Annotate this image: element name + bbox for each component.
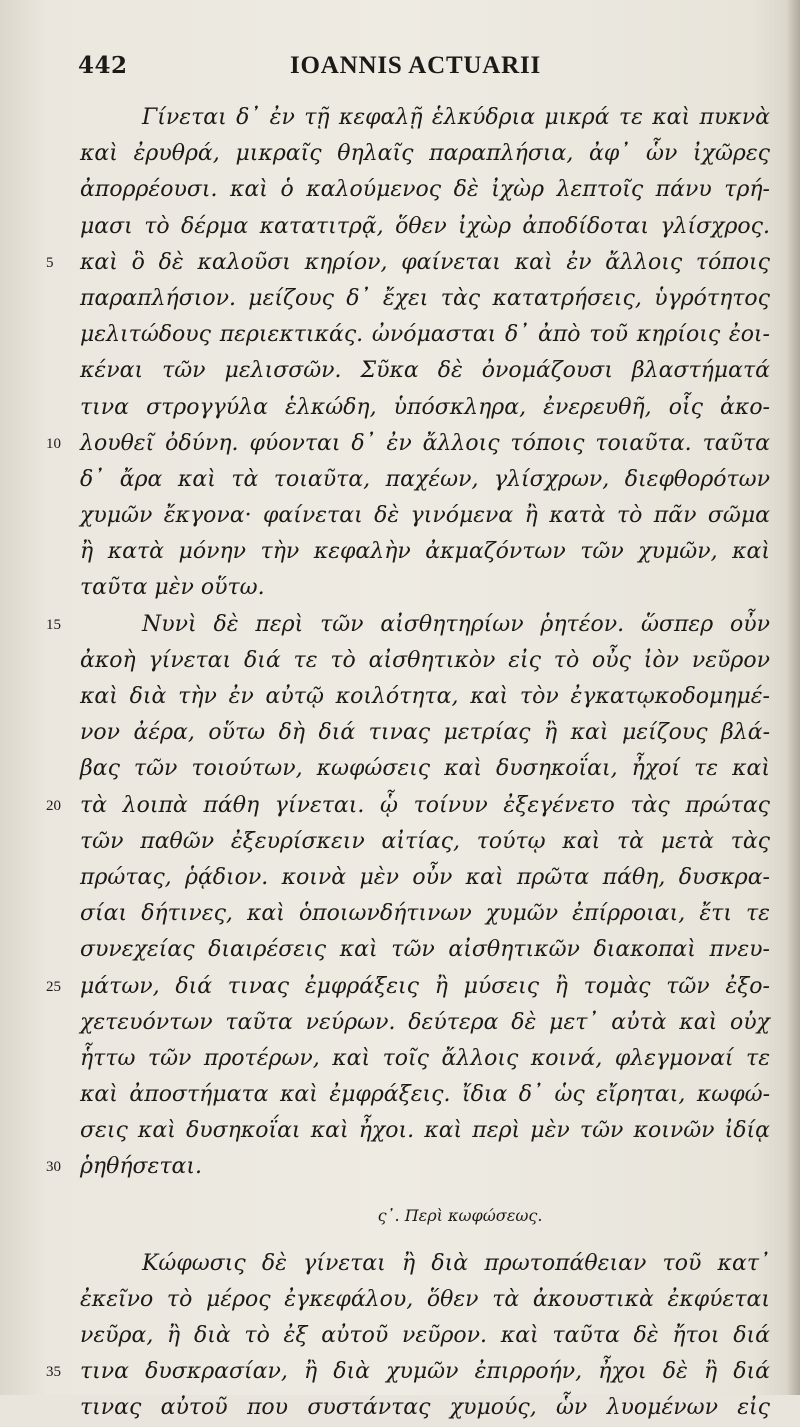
line-text: ἢ κατὰ μόνην τὴν κεφαλὴν ἀκμαζόντων τῶν χυμῶν, καὶ xyxy=(80,539,770,565)
text-line xyxy=(80,824,770,860)
text-line xyxy=(80,462,770,498)
text-line xyxy=(80,679,770,715)
line-text: δ᾽ ἄρα καὶ τὰ τοιαῦτα, παχέων, γλίσχρων, διεφθορότων xyxy=(80,466,770,492)
text-line xyxy=(80,353,770,389)
text-line xyxy=(80,570,770,606)
line-text: Γίνεται δ᾽ ἐν τῇ κεφαλῇ ἑλκύδρια μικρά τε καὶ πυκνὰ xyxy=(142,105,770,130)
text-line xyxy=(46,245,770,281)
line-text: κέναι τῶν μελισσῶν. Σῦκα δὲ ὀνομάζουσι βλαστήματά xyxy=(80,358,770,384)
line-text: μελιτώδους περιεκτικάς. ὠνόμασται δ᾽ ἀπὸ τοῦ κηρίοις ἐοι- xyxy=(80,322,770,348)
line-text: ταῦτα μὲν οὕτω. xyxy=(80,575,265,601)
line-text: σεις καὶ δυσηκοΐαι καὶ ἦχοι. καὶ περὶ μὲν τῶν κοινῶν ἰδίᾳ xyxy=(80,1118,770,1144)
text-line xyxy=(80,390,770,426)
running-head xyxy=(78,52,778,92)
line-text: χετευόντων ταῦτα νεύρων. δεύτερα δὲ μετ᾽ αὐτὰ καὶ οὐχ xyxy=(80,1009,770,1035)
text-line xyxy=(80,136,770,172)
text-line xyxy=(46,969,770,1005)
text-line xyxy=(80,932,770,968)
line-text: συνεχείας διαιρέσεις καὶ τῶν αἰσθητικῶν διακοπαὶ πνευ- xyxy=(80,937,770,963)
line-text: τινα δυσκρασίαν, ἢ διὰ χυμῶν ἐπιρροήν, ἦχοι δὲ ἢ διά xyxy=(80,1359,770,1385)
text-line xyxy=(80,498,770,534)
page-number: 442 xyxy=(78,52,128,79)
line-number: 10 xyxy=(46,435,61,452)
text-line xyxy=(80,1005,770,1041)
line-text: χυμῶν ἔκγονα· φαίνεται δὲ γινόμενα ἢ κατὰ τὸ πᾶν σῶμα xyxy=(80,503,770,529)
line-text: μασι τὸ δέρμα κατατιτρᾷ, ὅθεν ἰχὼρ ἀποδίδοται γλίσχρος. xyxy=(80,213,770,239)
text-line xyxy=(80,751,770,787)
text-line xyxy=(80,534,770,570)
text-line xyxy=(80,1390,770,1426)
line-text: καὶ ἀποστήματα καὶ ἐμφράξεις. ἴδια δ᾽ ὡς εἴρηται, κωφώ- xyxy=(80,1082,770,1108)
body-text xyxy=(46,100,770,1427)
text-line xyxy=(80,100,770,136)
text-line xyxy=(80,715,770,751)
line-text: τινα στρογγύλα ἑλκώδη, ὑπόσκληρα, ἐνερευθῆ, οἷς ἀκο- xyxy=(80,394,770,420)
line-number: 5 xyxy=(46,254,54,271)
text-line xyxy=(80,172,770,208)
text-line xyxy=(80,1113,770,1149)
line-text: σίαι δήτινες, καὶ ὁποιωνδήτινων χυμῶν ἐπίρροιαι, ἔτι τε xyxy=(80,901,770,927)
line-text: τὰ λοιπὰ πάθη γίνεται. ᾧ τοίνυν ἐξεγένετο τὰς πρώτας xyxy=(80,792,770,818)
text-line xyxy=(80,209,770,245)
text-line xyxy=(46,1354,770,1390)
line-text: ἀπορρέουσι. καὶ ὁ καλούμενος δὲ ἰχὼρ λεπτοῖς πάνυ τρή- xyxy=(80,177,770,203)
line-text: καὶ ἐρυθρά, μικραῖς θηλαῖς παραπλήσια, ἀφ᾽ ὧν ἰχῶρες xyxy=(80,141,770,167)
line-text: λουθεῖ ὀδύνη. φύονται δ᾽ ἐν ἄλλοις τόποις τοιαῦτα. ταῦτα xyxy=(80,430,770,456)
line-text: ἀκοὴ γίνεται διά τε τὸ αἰσθητικὸν εἰς τὸ οὖς ἰὸν νεῦρον xyxy=(80,647,770,673)
line-text: νεῦρα, ἢ διὰ τὸ ἐξ αὐτοῦ νεῦρον. καὶ ταῦτα δὲ ἤτοι διά xyxy=(80,1323,770,1348)
line-text: Νυνὶ δὲ περὶ τῶν αἰσθητηρίων ῥητέον. ὥσπερ οὖν xyxy=(142,611,770,637)
line-text: καὶ διὰ τὴν ἐν αὐτῷ κοιλότητα, καὶ τὸν ἐγκατῳκοδομημέ- xyxy=(80,684,770,709)
line-text: ἧττω τῶν προτέρων, καὶ τοῖς ἄλλοις κοινά, φλεγμοναί τε xyxy=(80,1045,770,1071)
line-text: νον ἀέρα, οὕτω δὴ διά τινας μετρίας ἢ καὶ μείζους βλά- xyxy=(80,720,770,746)
text-line xyxy=(80,317,770,353)
text-line xyxy=(80,1318,770,1354)
line-text: ἐκεῖνο τὸ μέρος ἐγκεφάλου, ὅθεν τὰ ἀκουστικὰ ἐκφύεται xyxy=(80,1286,770,1312)
page-edge-shadow xyxy=(786,0,800,1395)
line-text: τινας αὐτοῦ που συστάντας χυμούς, ὧν λυομένων εἰς xyxy=(80,1395,770,1421)
text-line xyxy=(80,1282,770,1318)
text-line xyxy=(46,426,770,462)
line-number: 25 xyxy=(46,978,61,995)
text-line xyxy=(80,643,770,679)
line-number: 30 xyxy=(46,1159,61,1176)
line-text: πρώτας, ῥᾴδιον. κοινὰ μὲν οὖν καὶ πρῶτα πάθη, δυσκρα- xyxy=(80,864,770,890)
line-text: Κώφωσις δὲ γίνεται ἢ διὰ πρωτοπάθειαν τοῦ κατ᾽ xyxy=(142,1250,770,1276)
line-text: καὶ ὃ δὲ καλοῦσι κηρίον, φαίνεται καὶ ἐν ἄλλοις τόποις xyxy=(80,249,770,275)
line-text: παραπλήσιον. μείζους δ᾽ ἔχει τὰς κατατρήσεις, ὑγρότητος xyxy=(80,285,770,311)
line-number: 20 xyxy=(46,797,61,814)
line-text: βας τῶν τοιούτων, κωφώσεις καὶ δυσηκοΐαι, ἦχοί τε καὶ xyxy=(80,756,770,782)
text-line xyxy=(80,1246,770,1282)
running-title: IOANNIS ACTUARII xyxy=(290,52,542,79)
line-text: μάτων, διά τινας ἐμφράξεις ἢ μύσεις ἢ τομὰς τῶν ἐξο- xyxy=(80,973,770,999)
line-text: τῶν παθῶν ἐξευρίσκειν αἰτίας, τούτῳ καὶ τὰ μετὰ τὰς xyxy=(80,828,770,854)
text-line xyxy=(80,1041,770,1077)
text-line xyxy=(46,1149,770,1185)
text-line xyxy=(46,607,770,643)
line-number: 35 xyxy=(46,1364,61,1381)
text-line xyxy=(80,281,770,317)
text-line xyxy=(80,896,770,932)
text-line xyxy=(80,860,770,896)
line-number: 15 xyxy=(46,616,61,633)
line-text: ῥηθήσεται. xyxy=(80,1154,203,1180)
text-line xyxy=(80,1077,770,1113)
section-heading: ς᾽. Περὶ κωφώσεως. xyxy=(377,1205,543,1225)
text-line xyxy=(46,788,770,824)
